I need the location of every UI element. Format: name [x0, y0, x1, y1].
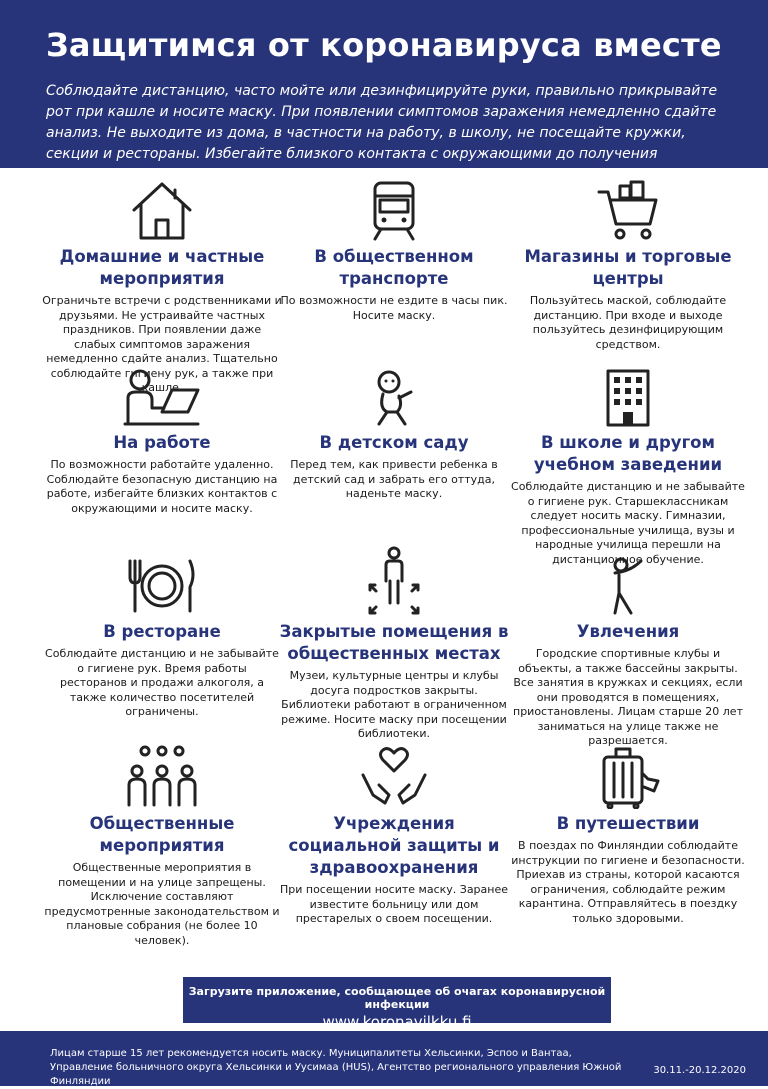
app-banner-title: Загрузите приложение, сообщающее об очагах коронавирусной инфекции: [188, 985, 606, 1011]
section-title: В детском саду: [319, 433, 469, 452]
header-banner: [0, 0, 768, 183]
section-title: В ресторане: [103, 622, 221, 641]
app-link[interactable]: www.koronavilkku.fi: [322, 1013, 472, 1031]
suitcase-icon: [596, 745, 660, 809]
section-title: Магазины и торговые центры: [524, 247, 732, 288]
restaurant-icon: [124, 555, 200, 617]
house-icon: [129, 180, 195, 242]
section-home: [42, 180, 282, 396]
section-text: Перед тем, как привести ребенка в детский сад и забрать его оттуда, наденьте маску.: [290, 458, 498, 500]
section-title: В путешествии: [556, 814, 700, 833]
distancing-person-icon: [366, 545, 422, 617]
footer: [0, 1031, 768, 1086]
care-hands-icon: [359, 745, 429, 809]
section-title: На работе: [113, 433, 211, 452]
section-kindergarten: [274, 368, 514, 502]
section-text: В поездах по Финляндии соблюдайте инструкции по гигиене и безопасности. Приехав из страны, которой касаются ограничения, соблюдайте режим карантина. Отправляйтесь в поездку только здоровыми.: [511, 839, 745, 925]
section-text: По возможности работайте удаленно. Соблюдайте безопасную дистанцию на работе, избегайте близких контактов с окружающими и носите маску.: [46, 458, 278, 515]
office-worker-icon: [122, 368, 202, 428]
group-icon: [127, 745, 197, 809]
section-text: Музеи, культурные центры и клубы досуга подростков закрыты. Библиотеки работают в ограниченном режиме. Носите маску при посещении библиотеки.: [281, 669, 507, 740]
footer-text: Лицам старше 15 лет рекомендуется носить маску. Муниципалитеты Хельсинки, Эспоо и Вантаа, Управление больничного округа Хельсинки и Уусимаа (HUS), Агентство регионального управления Южной Финляндии: [50, 1048, 622, 1087]
section-title: В школе и другом учебном заведении: [533, 433, 723, 474]
exercise-icon: [603, 555, 653, 617]
school-building-icon: [603, 368, 653, 428]
section-public-events: [42, 745, 282, 948]
section-public-indoor: [274, 545, 514, 742]
section-text: Соблюдайте дистанцию и не забывайте о гигиене рук. Старшеклассникам следует носить маску. Гимназии, профессиональные училища, вузы и народные училища перешли на дистанционное обучение.: [511, 480, 745, 566]
baby-icon: [369, 368, 419, 428]
section-restaurant: [42, 555, 282, 720]
intro-text: Соблюдайте дистанцию, часто мойте или дезинфицируйте руки, правильно прикрывайте рот при кашле и носите маску. При появлении симптомов заражения немедленно сдайте анализ. Не выходите из дома, в частности на работу, в школу, не посещайте кружки, секции и рестораны. Избегайте близкого контакта с окружающими до получения результатов теста.: [46, 83, 718, 183]
train-icon: [369, 180, 419, 242]
section-title: Закрытые помещения в общественных местах: [279, 622, 509, 663]
section-travel: [508, 745, 748, 926]
section-social-health: [274, 745, 514, 927]
section-shops: [508, 180, 748, 352]
section-text: Ограничьте встречи с родственниками и друзьями. Не устраивайте частных праздников. При появлении даже слабых симптомов заражения немедленно сдайте анализ. Тщательно соблюдайте гигиену рук, а также при кашле.: [42, 294, 282, 394]
section-title: Общественные мероприятия: [89, 814, 235, 855]
app-banner: [183, 977, 611, 1031]
section-transport: [274, 180, 514, 323]
section-text: Городские спортивные клубы и объекты, а также бассейны закрыты. Все занятия в кружках и секциях, если они проводятся в помещениях, приостановлены. Лицам старше 20 лет заниматься на улице также не разрешается.: [513, 647, 743, 747]
section-hobbies: [508, 555, 748, 749]
section-text: Общественные мероприятия в помещении и на улице запрещены. Исключение составляют предусмотренные законодательством и плановые собрания (не более 10 человек).: [44, 861, 280, 947]
page-title: Защитимся от коронавируса вместе: [46, 26, 722, 64]
section-school: [508, 368, 748, 567]
section-title: Учреждения социальной защиты и здравоохранения: [288, 814, 500, 877]
section-title: Увлечения: [576, 622, 680, 641]
shopping-cart-icon: [596, 180, 660, 242]
section-text: При посещении носите маску. Заранее известите больницу или дом престарелых о своем посещении.: [279, 883, 509, 925]
section-title: Домашние и частные мероприятия: [59, 247, 265, 288]
section-title: В общественном транспорте: [314, 247, 474, 288]
section-text: Соблюдайте дистанцию и не забывайте о гигиене рук. Время работы ресторанов и продажи алкоголя, а также количество посетителей ограничены.: [45, 647, 279, 718]
section-text: Пользуйтесь маской, соблюдайте дистанцию. При входе и выходе пользуйтесь дезинфицирующим средством.: [529, 294, 727, 351]
section-work: [42, 368, 282, 516]
footer-date: 30.11.-20.12.2020: [653, 1065, 746, 1076]
section-text: По возможности не ездите в часы пик. Носите маску.: [280, 294, 508, 322]
